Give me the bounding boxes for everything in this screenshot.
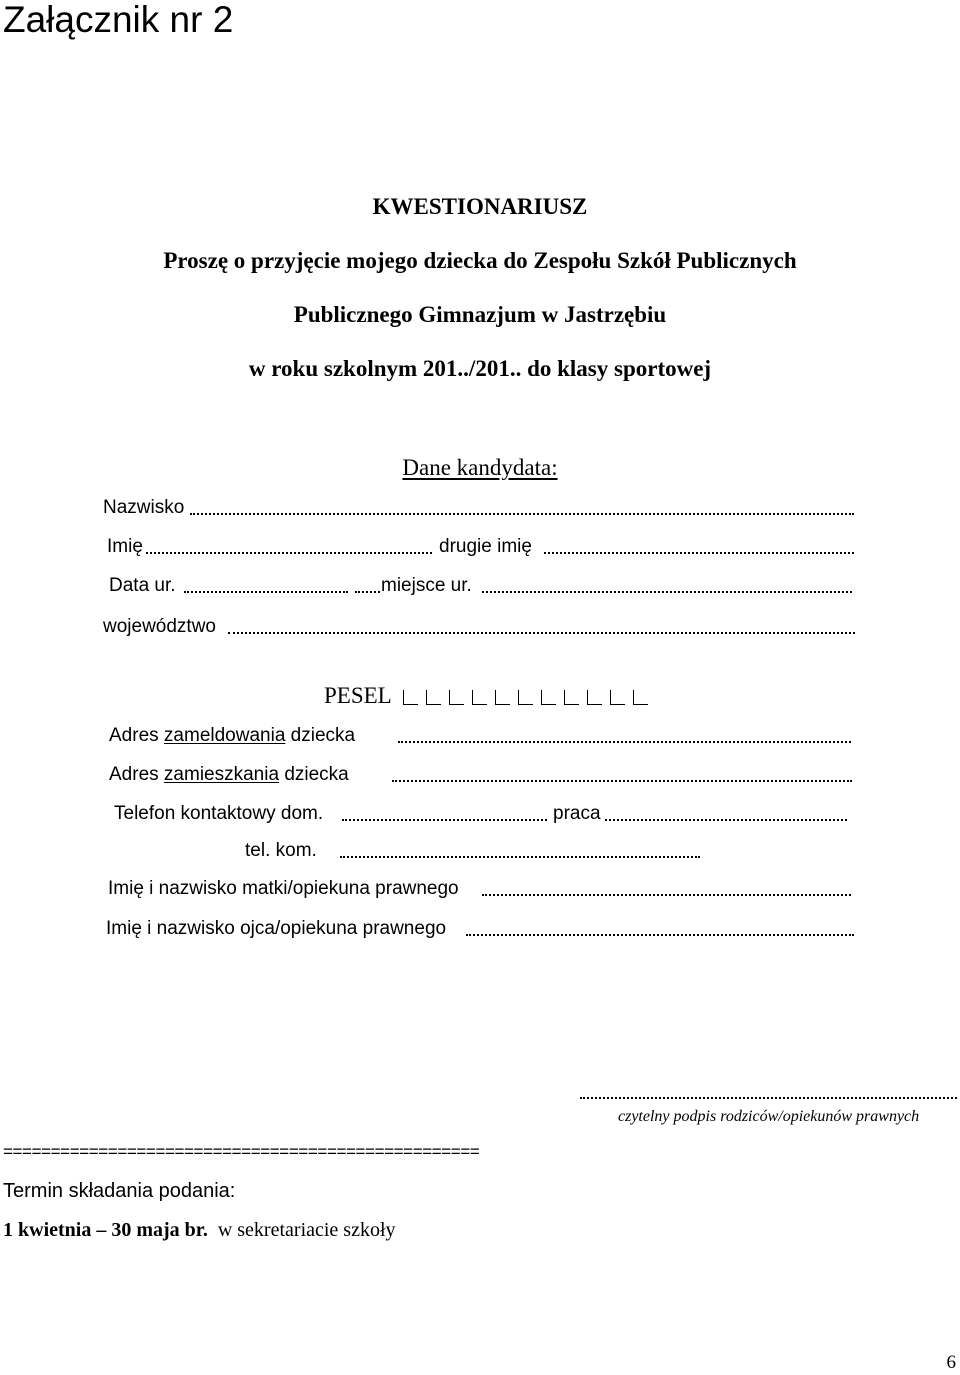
attachment-title: Załącznik nr 2: [3, 0, 234, 40]
surname-row: [0, 495, 960, 521]
home-phone-field[interactable]: [342, 819, 547, 821]
request-line-1: Proszę o przyjęcie mojego dziecka do Zespołu Szkół Publicznych: [163, 248, 797, 273]
mobile-phone-field[interactable]: [340, 856, 700, 858]
pesel-digit-box[interactable]: [610, 690, 625, 705]
father-field[interactable]: [466, 934, 854, 936]
mother-row: [0, 876, 960, 902]
separator-line: ==================================================: [3, 1142, 480, 1161]
first-name-row: [0, 534, 960, 560]
birth-date-label: Data ur.: [109, 575, 176, 596]
request-line-3: w roku szkolnym 201../201.. do klasy sportowej: [248, 356, 712, 381]
registered-address-field[interactable]: [398, 741, 851, 743]
deadline-line: [3, 1216, 396, 1244]
pesel-digit-box[interactable]: [495, 690, 510, 705]
pesel-digit-box[interactable]: [564, 690, 579, 705]
first-name-field[interactable]: [146, 552, 432, 554]
questionnaire-title: KWESTIONARIUSZ: [372, 194, 588, 219]
mobile-phone-label: tel. kom.: [245, 840, 317, 861]
residence-address-row: [0, 762, 960, 788]
registered-address-label: Adres zameldowania dziecka: [109, 725, 356, 746]
father-label: Imię i nazwisko ojca/opiekuna prawnego: [106, 918, 447, 939]
second-name-field[interactable]: [544, 552, 854, 554]
page-number: 6: [946, 1352, 956, 1373]
pesel-boxes[interactable]: [403, 690, 656, 707]
pesel-digit-box[interactable]: [472, 690, 487, 705]
deadline-label: Termin składania podania:: [3, 1180, 236, 1202]
work-phone-field[interactable]: [605, 819, 847, 821]
province-label: województwo: [103, 616, 216, 637]
province-field[interactable]: [228, 632, 855, 634]
pesel-digit-box[interactable]: [587, 690, 602, 705]
birth-date-field-tail[interactable]: [355, 591, 380, 593]
surname-label: Nazwisko: [103, 497, 185, 518]
birth-date-field[interactable]: [184, 591, 348, 593]
mother-field[interactable]: [482, 894, 851, 896]
pesel-digit-box[interactable]: [426, 690, 441, 705]
pesel-label: PESEL: [324, 683, 392, 708]
birth-place-field[interactable]: [482, 591, 852, 593]
residence-address-field[interactable]: [392, 780, 852, 782]
work-phone-label: praca: [553, 803, 601, 824]
request-line-2: Publicznego Gimnazjum w Jastrzębiu: [293, 302, 667, 327]
second-name-label: drugie imię: [439, 536, 532, 557]
signature-field[interactable]: [580, 1097, 957, 1099]
pesel-digit-box[interactable]: [449, 690, 464, 705]
home-phone-label: Telefon kontaktowy dom.: [114, 803, 324, 824]
pesel-digit-box[interactable]: [518, 690, 533, 705]
surname-field[interactable]: [190, 513, 854, 515]
candidate-section-title: Dane kandydata:: [402, 455, 558, 480]
pesel-digit-box[interactable]: [403, 690, 418, 705]
mobile-phone-row: [0, 838, 960, 864]
birth-row: [0, 573, 960, 599]
first-name-label: Imię: [107, 536, 143, 557]
father-row: [0, 916, 960, 942]
phone-row: [0, 801, 960, 827]
residence-address-label: Adres zamieszkania dziecka: [109, 764, 349, 785]
deadline-dates: 1 kwietnia – 30 maja br.: [3, 1219, 208, 1241]
province-row: [0, 614, 960, 640]
mother-label: Imię i nazwisko matki/opiekuna prawnego: [108, 878, 459, 899]
pesel-digit-box[interactable]: [633, 690, 648, 705]
pesel-digit-box[interactable]: [541, 690, 556, 705]
birth-place-label: miejsce ur.: [381, 575, 472, 596]
deadline-place: w sekretariacie szkoły: [217, 1219, 396, 1241]
registered-address-row: [0, 723, 960, 749]
signature-caption: czytelny podpis rodziców/opiekunów prawnych: [618, 1108, 920, 1125]
